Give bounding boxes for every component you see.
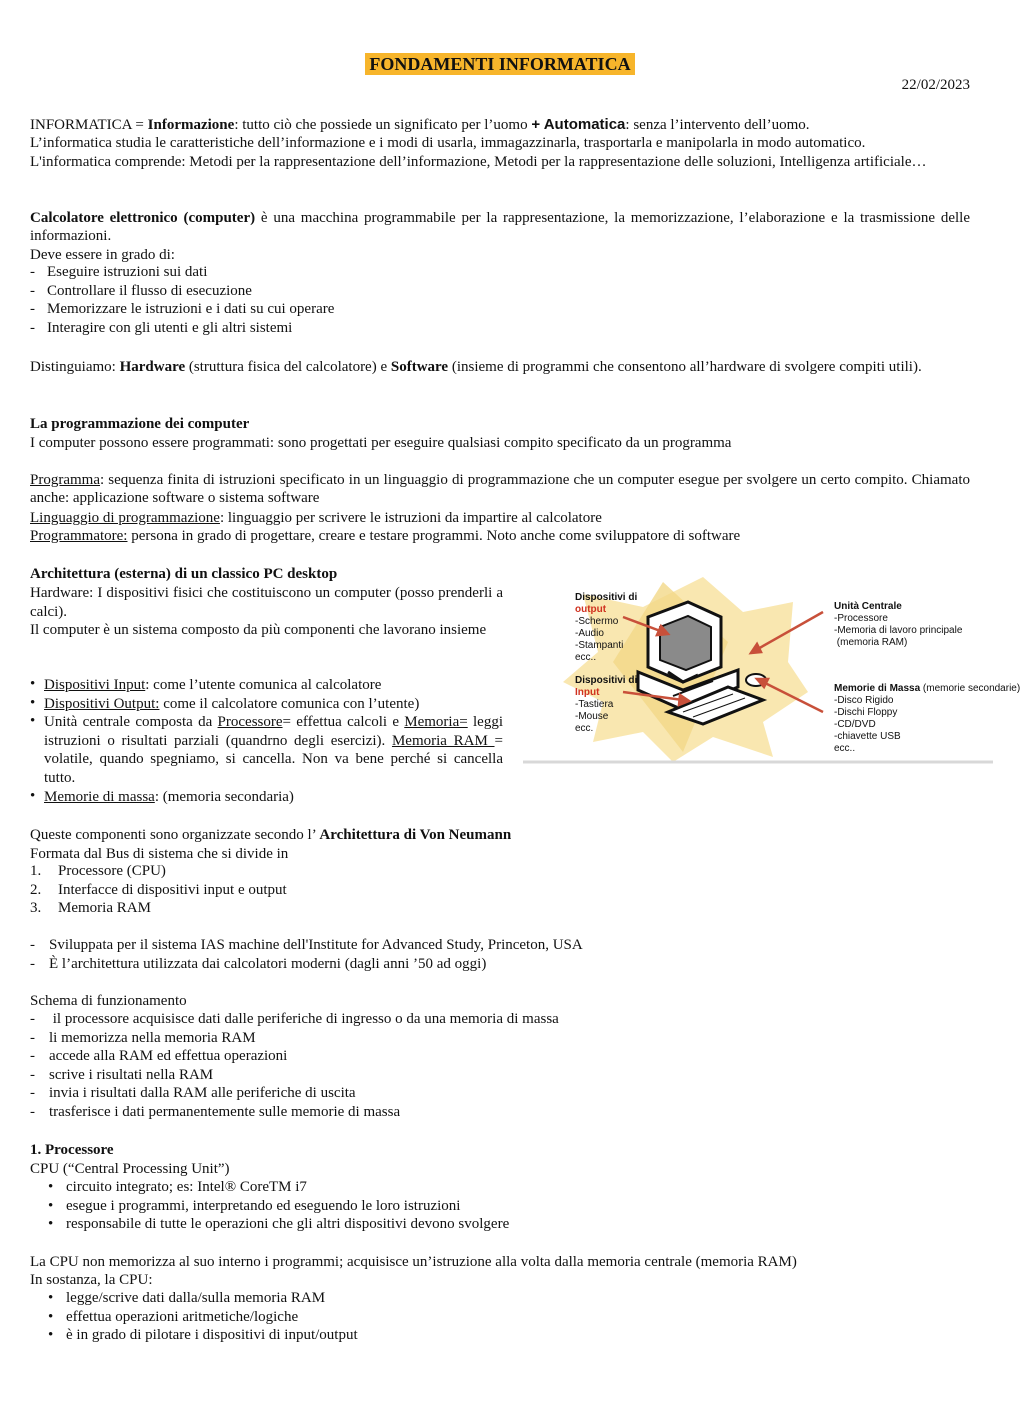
processor-heading: 1. Processore (30, 1142, 114, 1158)
bus-line: Formata dal Bus di sistema che si divide in (30, 846, 289, 862)
von-neumann-line: Queste componenti sono organizzate secondo l’ Architettura di Von Neumann (30, 827, 512, 843)
list-item: responsabile di tutte le operazioni che gli altri dispositivi devono svolgere (66, 1216, 510, 1232)
cpu-paragraph: La CPU non memorizza al suo interno i programmi; acquisisce un’istruzione alla volta dalla memoria centrale (memoria RAM) (30, 1254, 797, 1270)
list-item: Controllare il flusso di esecuzione (47, 283, 252, 299)
document-date: 22/02/2023 (901, 77, 970, 93)
list-item: Memoria RAM (58, 900, 151, 916)
programming-heading: La programmazione dei computer (30, 416, 250, 432)
cpu-subtitle: CPU (“Central Processing Unit”) (30, 1161, 230, 1177)
computer-intro: Deve essere in grado di: (30, 247, 175, 263)
list-item: Processore (CPU) (58, 863, 166, 879)
mass-storage-label: Memorie di Massa (memorie secondarie) -Disco Rigido -Dischi Floppy -CD/DVD -chiavette USB ecc.. (834, 683, 1020, 754)
programming-text: I computer possono essere programmati: sono progettati per eseguire qualsiasi compito specificato da un programma (30, 435, 732, 451)
list-item: il processore acquisisce dati dalle periferiche di ingresso o da una memoria di massa (49, 1011, 559, 1027)
bus-list: 1. Processore (CPU) 2. Interfacce di dispositivi input e output 3. Memoria RAM (30, 863, 287, 916)
computer-abilities-list: - Eseguire istruzioni sui dati - Controllare il flusso di esecuzione - Memorizzare le istruzioni e i dati su cui operare - Interagire con gli utenti e gli altri sistemi (30, 264, 335, 336)
list-item: Eseguire istruzioni sui dati (47, 264, 208, 280)
list-item: effettua operazioni aritmetiche/logiche (66, 1309, 299, 1325)
programmer-definition: Programmatore: persona in grado di progettare, creare e testare programmi. Noto anche come sviluppatore di software (30, 528, 741, 544)
list-item: Memorizzare le istruzioni e i dati su cui operare (47, 301, 335, 317)
list-item: circuito integrato; es: Intel® CoreTM i7 (66, 1179, 307, 1195)
list-item: Dispositivi Output: come il calcolatore comunica con l’utente) (44, 696, 420, 712)
architecture-bullets: • Dispositivi Input: come l’utente comunica al calcolatore • Dispositivi Output: come il calcolatore comunica con l’utente) • Unità centrale composta da Processore= effettua calcoli e Memoria= leggi istruzioni o risultati parziali (quandrno degli esercizi). Memoria RAM = volatile, quando spegniamo, si cancella. Non va bene perché si cancella tutto. • Memorie di massa: (memoria secondaria) (30, 676, 503, 805)
list-item: Memorie di massa: (memoria secondaria) (44, 789, 294, 805)
cpu-summary: In sostanza, la CPU: (30, 1272, 153, 1288)
list-item: è in grado di pilotare i dispositivi di input/output (66, 1327, 358, 1343)
list-item: Sviluppata per il sistema IAS machine dell'Institute for Advanced Study, Princeton, USA (49, 937, 583, 953)
intro-line-3: L'informatica comprende: Metodi per la rappresentazione dell’informazione, Metodi per la rappresentazione delle soluzioni, Intelligenza artificiale… (30, 154, 927, 170)
schema-list: - il processore acquisisce dati dalle periferiche di ingresso o da una memoria di massa - li memorizza nella memoria RAM - accede alla RAM ed effettua operazioni - scrive i risultati nella RAM - invia i risultati dalla RAM alle periferiche di uscita - trasferisce i dati permanentemente sulle memorie di massa (30, 1011, 559, 1120)
list-item: scrive i risultati nella RAM (49, 1067, 214, 1083)
list-item: Unità centrale composta da Processore= effettua calcoli e Memoria= leggi istruzioni o risultati parziali (quandrno degli esercizi). Memoria RAM = volatile, quando spegniamo, si cancella. Non va bene perché si cancella tutto. (44, 714, 503, 786)
list-item: Dispositivi Input: come l’utente comunica al calcolatore (44, 677, 382, 693)
list-item: li memorizza nella memoria RAM (49, 1030, 256, 1046)
von-neumann-notes: - Sviluppata per il sistema IAS machine dell'Institute for Advanced Study, Princeton, USA - È l’architettura utilizzata dai calcolatori moderni (dagli anni ’50 ad oggi) (30, 937, 583, 972)
language-definition: Linguaggio di programmazione: linguaggio per scrivere le istruzioni da impartire al calcolatore (30, 510, 602, 526)
list-item: Interagire con gli utenti e gli altri sistemi (47, 320, 293, 336)
intro-line-1: INFORMATICA = Informazione: tutto ciò che possiede un significato per l’uomo + Automatica: senza l’intervento dell’uomo. (30, 116, 810, 133)
input-devices-label: Dispositivi di Input -Tastiera -Mouse ecc. (575, 675, 638, 734)
list-item: È l’architettura utilizzata dai calcolatori moderni (dagli anni ’50 ad oggi) (49, 956, 487, 972)
architecture-heading: Architettura (esterna) di un classico PC desktop (30, 566, 338, 582)
output-devices-label: Dispositivi di output -Schermo -Audio -Stampanti ecc.. (575, 592, 638, 663)
list-item: invia i risultati dalla RAM alle periferiche di uscita (49, 1085, 356, 1101)
computer-definition: Calcolatore elettronico (computer) è una macchina programmabile per la rappresentazione, la memorizzazione, l’elaborazione e la trasmissione delle informazioni. (30, 210, 970, 244)
hardware-text: Hardware: I dispositivi fisici che costituiscono un computer (posso prenderli a calci). (30, 585, 503, 620)
document-title: FONDAMENTI INFORMATICA (365, 53, 634, 75)
cpu-summary-list: • legge/scrive dati dalla/sulla memoria RAM • effettua operazioni aritmetiche/logiche • è in grado di pilotare i dispositivi di input/output (48, 1290, 358, 1343)
program-definition: Programma: sequenza finita di istruzioni specificato in un linguaggio di programmazione che un computer esegue per svolgere un certo compito. Chiamato anche: applicazione software o sistema software (30, 472, 970, 506)
cpu-list: • circuito integrato; es: Intel® CoreTM i7 • esegue i programmi, interpretando ed eseguendo le loro istruzioni • responsabile di tutte le operazioni che gli altri dispositivi devono svolgere (48, 1179, 510, 1232)
schema-heading: Schema di funzionamento (30, 993, 187, 1009)
intro-line-2: L’informatica studia le caratteristiche dell’informazione e i modi di usarla, immagazzinarla, trasportarla e manipolarla in modo automatico. (30, 135, 866, 151)
list-item: trasferisce i dati permanentemente sulle memorie di massa (49, 1104, 401, 1120)
pc-architecture-figure (523, 572, 1020, 767)
list-item: esegue i programmi, interpretando ed eseguendo le loro istruzioni (66, 1198, 461, 1214)
central-unit-label: Unità Centrale -Processore -Memoria di lavoro principale (memoria RAM) (834, 601, 963, 648)
list-item: legge/scrive dati dalla/sulla memoria RAM (66, 1290, 326, 1306)
hardware-software-paragraph: Distinguiamo: Hardware (struttura fisica del calcolatore) e Software (insieme di programmi che consentono all’hardware di svolgere compiti utili). (30, 359, 922, 375)
list-item: Interfacce di dispositivi input e output (58, 882, 287, 898)
system-text: Il computer è un sistema composto da più componenti che lavorano insieme (30, 622, 487, 638)
list-item: accede alla RAM ed effettua operazioni (49, 1048, 288, 1064)
